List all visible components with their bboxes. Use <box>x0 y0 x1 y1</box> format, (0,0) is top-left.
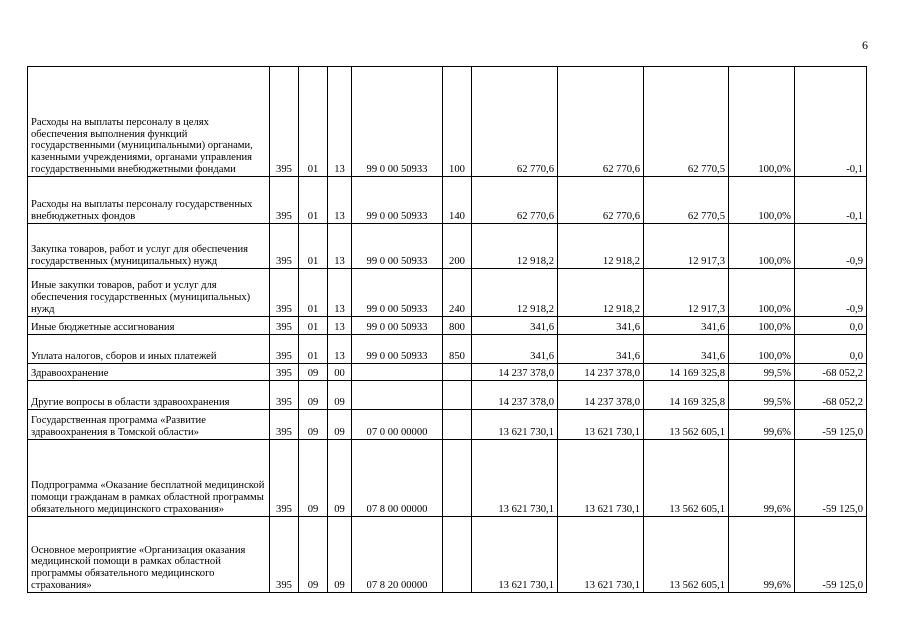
deviation: -59 125,0 <box>795 410 867 440</box>
table-row <box>28 269 867 317</box>
approved-plan: 13 621 730,1 <box>472 517 558 593</box>
adjusted-plan: 12 918,2 <box>558 269 644 317</box>
target-article: 07 0 00 00000 <box>352 410 443 440</box>
adjusted-plan: 13 621 730,1 <box>558 440 644 517</box>
executed-amount: 13 562 605,1 <box>644 517 729 593</box>
adjusted-plan: 341,6 <box>558 335 644 364</box>
adjusted-plan: 14 237 378,0 <box>558 364 644 381</box>
approved-plan: 62 770,6 <box>472 67 558 177</box>
row-name: Основное мероприятие «Организация оказания медицинской помощи в рамках областной программы обязательного медицинского страхования» <box>28 517 270 593</box>
approved-plan: 62 770,6 <box>472 177 558 224</box>
subsection-code: 13 <box>328 317 352 335</box>
row-name: Уплата налогов, сборов и иных платежей <box>28 335 270 364</box>
executed-amount: 14 169 325,8 <box>644 364 729 381</box>
ministry-code: 395 <box>270 177 299 224</box>
table-row <box>28 410 867 440</box>
executed-amount: 14 169 325,8 <box>644 381 729 410</box>
table-row <box>28 335 867 364</box>
expense-type: 200 <box>443 224 472 269</box>
table-row <box>28 67 867 177</box>
table-row <box>28 440 867 517</box>
executed-amount: 62 770,5 <box>644 67 729 177</box>
page-number: 6 <box>862 38 868 52</box>
target-article: 99 0 00 50933 <box>352 335 443 364</box>
ministry-code: 395 <box>270 224 299 269</box>
target-article: 07 8 20 00000 <box>352 517 443 593</box>
ministry-code: 395 <box>270 317 299 335</box>
approved-plan: 13 621 730,1 <box>472 440 558 517</box>
adjusted-plan: 62 770,6 <box>558 177 644 224</box>
executed-amount: 12 917,3 <box>644 269 729 317</box>
table-row <box>28 224 867 269</box>
ministry-code: 395 <box>270 517 299 593</box>
expense-type: 800 <box>443 317 472 335</box>
target-article: 99 0 00 50933 <box>352 269 443 317</box>
execution-percent: 99,6% <box>729 440 795 517</box>
execution-percent: 99,6% <box>729 517 795 593</box>
ministry-code: 395 <box>270 335 299 364</box>
section-code: 01 <box>299 224 328 269</box>
execution-percent: 100,0% <box>729 67 795 177</box>
executed-amount: 62 770,5 <box>644 177 729 224</box>
expense-type <box>443 517 472 593</box>
ministry-code: 395 <box>270 440 299 517</box>
table-row <box>28 364 867 381</box>
section-code: 01 <box>299 335 328 364</box>
ministry-code: 395 <box>270 410 299 440</box>
approved-plan: 341,6 <box>472 317 558 335</box>
row-name: Здравоохранение <box>28 364 270 381</box>
deviation: -59 125,0 <box>795 517 867 593</box>
execution-percent: 100,0% <box>729 224 795 269</box>
section-code: 09 <box>299 410 328 440</box>
deviation: -68 052,2 <box>795 381 867 410</box>
execution-percent: 99,6% <box>729 410 795 440</box>
adjusted-plan: 12 918,2 <box>558 224 644 269</box>
ministry-code: 395 <box>270 67 299 177</box>
row-name: Иные бюджетные ассигнования <box>28 317 270 335</box>
row-name: Подпрограмма «Оказание бесплатной медицинской помощи гражданам в рамках областной программы обязательного медицинского страхования» <box>28 440 270 517</box>
executed-amount: 341,6 <box>644 317 729 335</box>
budget-table <box>27 66 867 593</box>
subsection-code: 09 <box>328 381 352 410</box>
table-row <box>28 317 867 335</box>
subsection-code: 00 <box>328 364 352 381</box>
subsection-code: 13 <box>328 269 352 317</box>
deviation: -0,9 <box>795 224 867 269</box>
ministry-code: 395 <box>270 269 299 317</box>
subsection-code: 13 <box>328 224 352 269</box>
executed-amount: 13 562 605,1 <box>644 440 729 517</box>
approved-plan: 14 237 378,0 <box>472 364 558 381</box>
target-article: 99 0 00 50933 <box>352 67 443 177</box>
target-article <box>352 364 443 381</box>
adjusted-plan: 13 621 730,1 <box>558 517 644 593</box>
subsection-code: 13 <box>328 177 352 224</box>
expense-type <box>443 440 472 517</box>
row-name: Государственная программа «Развитие здравоохранения в Томской области» <box>28 410 270 440</box>
execution-percent: 99,5% <box>729 364 795 381</box>
table-row <box>28 517 867 593</box>
approved-plan: 12 918,2 <box>472 269 558 317</box>
subsection-code: 13 <box>328 67 352 177</box>
execution-percent: 100,0% <box>729 269 795 317</box>
section-code: 09 <box>299 440 328 517</box>
approved-plan: 13 621 730,1 <box>472 410 558 440</box>
approved-plan: 12 918,2 <box>472 224 558 269</box>
expense-type: 100 <box>443 67 472 177</box>
section-code: 09 <box>299 364 328 381</box>
target-article: 99 0 00 50933 <box>352 177 443 224</box>
deviation: -68 052,2 <box>795 364 867 381</box>
section-code: 09 <box>299 517 328 593</box>
executed-amount: 341,6 <box>644 335 729 364</box>
section-code: 01 <box>299 317 328 335</box>
deviation: -0,1 <box>795 67 867 177</box>
execution-percent: 100,0% <box>729 317 795 335</box>
expense-type <box>443 410 472 440</box>
execution-percent: 100,0% <box>729 177 795 224</box>
row-name: Другие вопросы в области здравоохранения <box>28 381 270 410</box>
expense-type: 140 <box>443 177 472 224</box>
target-article <box>352 381 443 410</box>
section-code: 09 <box>299 381 328 410</box>
section-code: 01 <box>299 177 328 224</box>
adjusted-plan: 62 770,6 <box>558 67 644 177</box>
table-row <box>28 177 867 224</box>
adjusted-plan: 341,6 <box>558 317 644 335</box>
target-article: 99 0 00 50933 <box>352 224 443 269</box>
approved-plan: 341,6 <box>472 335 558 364</box>
deviation: -0,9 <box>795 269 867 317</box>
adjusted-plan: 14 237 378,0 <box>558 381 644 410</box>
row-name: Расходы на выплаты персоналу государственных внебюджетных фондов <box>28 177 270 224</box>
target-article: 99 0 00 50933 <box>352 317 443 335</box>
target-article: 07 8 00 00000 <box>352 440 443 517</box>
ministry-code: 395 <box>270 381 299 410</box>
adjusted-plan: 13 621 730,1 <box>558 410 644 440</box>
deviation: -59 125,0 <box>795 440 867 517</box>
deviation: 0,0 <box>795 317 867 335</box>
subsection-code: 13 <box>328 335 352 364</box>
expense-type: 850 <box>443 335 472 364</box>
row-name: Закупка товаров, работ и услуг для обеспечения государственных (муниципальных) нужд <box>28 224 270 269</box>
section-code: 01 <box>299 67 328 177</box>
approved-plan: 14 237 378,0 <box>472 381 558 410</box>
expense-type <box>443 381 472 410</box>
execution-percent: 99,5% <box>729 381 795 410</box>
executed-amount: 13 562 605,1 <box>644 410 729 440</box>
subsection-code: 09 <box>328 410 352 440</box>
subsection-code: 09 <box>328 440 352 517</box>
execution-percent: 100,0% <box>729 335 795 364</box>
row-name: Расходы на выплаты персоналу в целях обеспечения выполнения функций государственными (муниципальными) органами, казенными учреждениями, органами управления государственными внебюджетными фондами <box>28 67 270 177</box>
deviation: -0,1 <box>795 177 867 224</box>
executed-amount: 12 917,3 <box>644 224 729 269</box>
deviation: 0,0 <box>795 335 867 364</box>
section-code: 01 <box>299 269 328 317</box>
subsection-code: 09 <box>328 517 352 593</box>
expense-type <box>443 364 472 381</box>
row-name: Иные закупки товаров, работ и услуг для обеспечения государственных (муниципальных) нужд <box>28 269 270 317</box>
ministry-code: 395 <box>270 364 299 381</box>
expense-type: 240 <box>443 269 472 317</box>
table-row <box>28 381 867 410</box>
